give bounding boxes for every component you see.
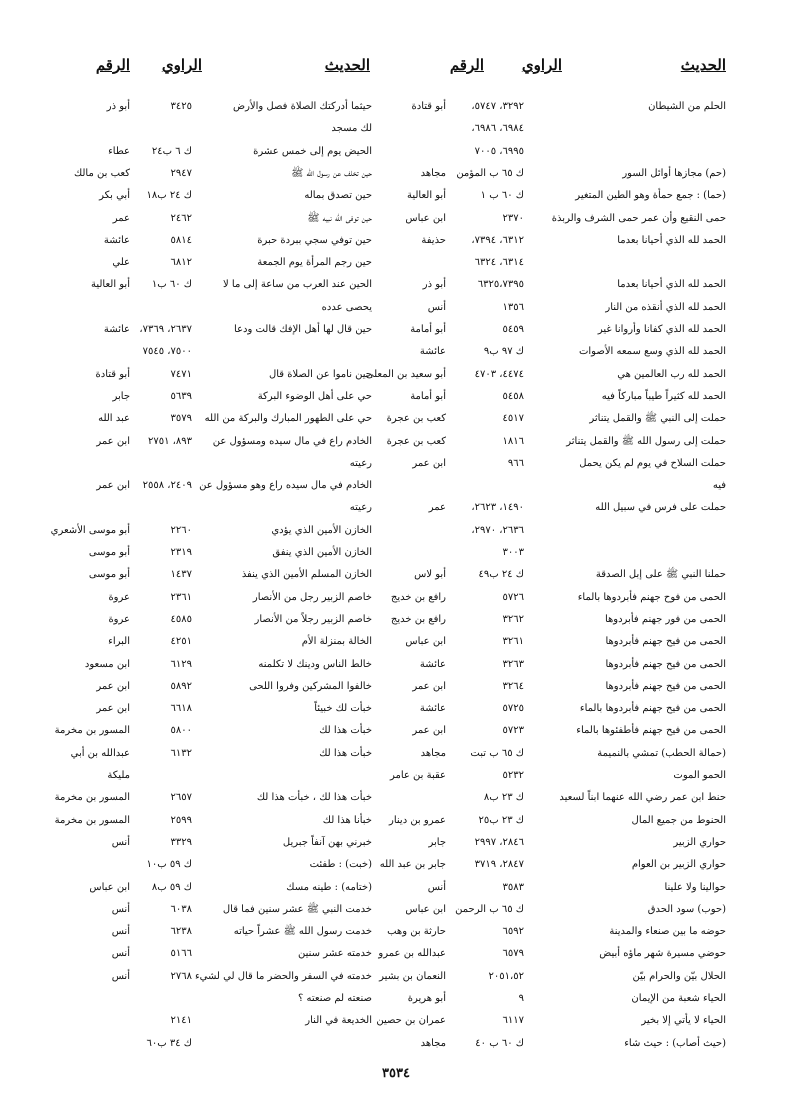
narrator-name: أبو قتادة: [95, 368, 130, 380]
narrator-name: أبو لاس: [414, 569, 446, 581]
reference-number: ٣٥٧٩: [170, 413, 192, 425]
hadith-text: الحمد لله كثيراً طيباً مباركاً فيه: [601, 390, 726, 402]
reference-number: ٧٥٠٠، ٧٥٤٥: [142, 346, 192, 358]
narrator-name: أنس: [111, 903, 130, 915]
hadith-text: خبرني بهن آنفاً جبريل: [282, 836, 372, 848]
narrator-name: أبو سعيد بن المعلى: [365, 368, 446, 380]
index-entry-left: [0, 591, 792, 613]
reference-number: ٤٥٨٥: [170, 613, 192, 625]
index-entry-left: [0, 992, 792, 1014]
reference-number: ٣٤٢٥: [170, 101, 192, 112]
narrator-name: مجاهد: [420, 167, 446, 179]
reference-number: ك ٦٠ ب ١: [480, 190, 524, 202]
reference-number: ٢١٤١: [170, 1015, 192, 1027]
narrator-name: عمرو بن دينار: [389, 814, 446, 826]
reference-number: ٥٤٥٩: [502, 324, 524, 335]
narrator-name: جابر: [112, 390, 130, 402]
reference-number: ٢٨٤٧، ٣٧١٩: [474, 859, 524, 871]
hadith-text: فيه: [712, 480, 726, 492]
hadith-text: خالط الناس ودينك لا تكلمنه: [258, 658, 372, 670]
hadith-text: الخادم في مال سيده راع وهو مسؤول عن: [199, 480, 372, 492]
index-entry-left: [0, 836, 792, 858]
narrator-name: حذيفة: [421, 234, 446, 246]
index-entry-left: [0, 881, 792, 903]
narrator-name: المسور بن مخرمة: [54, 725, 130, 737]
reference-number: ٣٢٦٢: [502, 613, 524, 625]
reference-number: ٢٤٦٢: [170, 212, 192, 224]
reference-number: ٦٥٧٩: [502, 948, 524, 960]
reference-number: ٥٧٢٦: [502, 591, 524, 603]
narrator-name: عروة: [108, 613, 130, 625]
hadith-text: حنط ابن عمر رضي الله عنهما ابناً لسعيد: [559, 792, 726, 804]
hadith-text: حملت إلى رسول الله ﷺ والقمل يتناثر: [566, 435, 726, 447]
hadith-text: (حمالة الحطب) تمشي بالنميمة: [597, 747, 726, 759]
index-entry-left: [0, 724, 792, 746]
index-entry-left: [0, 145, 792, 167]
reference-number: ٢٣١٩: [170, 547, 192, 558]
hadith-text: حوضه ما بين صنعاء والمدينة: [609, 926, 726, 938]
reference-number: ك ٥٩ ب٨: [151, 881, 192, 893]
hadith-text: خاصم الزبير رجلاً من الأنصار: [254, 613, 372, 625]
reference-number: ٣٢٦١: [502, 636, 524, 648]
narrator-name: عبد الله: [98, 413, 130, 425]
reference-number: ٢٠٥١،٥٢: [488, 970, 524, 982]
hadith-text: (حم) مجازها أوائل السور: [622, 167, 726, 179]
narrator-name: البراء: [108, 636, 130, 648]
narrator-name: أنس: [427, 881, 446, 893]
narrator-name: كعب بن عجرة: [386, 435, 446, 447]
index-entry-left: [0, 524, 792, 546]
index-entry-left: [0, 212, 792, 234]
reference-number: ٦٩٩٥، ٧٠٠٥: [474, 145, 524, 157]
hadith-text: الخادم راع في مال سيده ومسؤول عن: [212, 435, 372, 447]
reference-number: ك ٢٤ ب٤٩: [478, 569, 524, 581]
index-entry-left: [0, 278, 792, 300]
hadith-text: الحنوط من جميع المال: [631, 814, 726, 826]
header-narrator-right: الراوي: [521, 56, 562, 74]
narrator-name: رافع بن خديج: [390, 613, 446, 625]
narrator-name: أنس: [111, 970, 130, 982]
index-entry-left: [0, 189, 792, 211]
narrator-name: علي: [112, 257, 130, 269]
hadith-text: حملنا النبي ﷺ على إبل الصدقة: [595, 569, 726, 581]
reference-number: ٦٦١٨: [170, 703, 192, 715]
hadith-text: الحمد لله الذي أحيانا بعدما: [617, 234, 726, 246]
reference-number: ٦٠٣٨: [170, 903, 192, 915]
reference-number: ٢٤٠٩، ٢٥٥٨: [142, 480, 192, 492]
narrator-name: أبو موسى: [88, 547, 130, 558]
hadith-text: الحمى من فيح جهنم فأبردوها بالماء: [579, 703, 726, 715]
reference-number: ٧٤٧١: [170, 368, 192, 380]
hadith-text: الخديعة في النار: [305, 1015, 372, 1027]
reference-number: ك ٦٥ ب تبت: [470, 747, 524, 759]
narrator-name: عائشة: [419, 658, 446, 670]
hadith-text: خبأت هذا لك: [319, 725, 372, 737]
reference-number: ٤٥١٧: [502, 413, 524, 425]
narrator-name: المسور بن مخرمة: [54, 792, 130, 804]
reference-number: ١٣٥٦: [502, 301, 524, 313]
hadith-text: الخازن الأمين الذي ينفق: [272, 547, 372, 558]
reference-number: ك ٦٥ ب الرحمن: [455, 903, 524, 915]
reference-number: ك ٢٣ ب٨: [483, 792, 524, 804]
hadith-text: الخازن المسلم الأمين الذي ينفذ: [241, 569, 372, 581]
hadith-text: الحمى من فور جهنم فأبردوها: [604, 613, 726, 625]
reference-number: ك ٥٩ ب١٠: [146, 859, 192, 871]
reference-number: ١٤٩٠، ٢٦٢٣،: [471, 502, 524, 514]
reference-number: ٢٦٥٧: [170, 792, 192, 804]
hadith-text: الحمى من فيح جهنم فأطفئوها بالماء: [576, 725, 726, 737]
reference-number: ٥٧٢٣: [502, 725, 524, 737]
index-entry-left: [0, 100, 792, 122]
narrator-name: أبي بكر: [99, 190, 130, 202]
reference-number: ٥٧٢٥: [502, 703, 524, 715]
reference-number: ٦٩٨٤، ٦٩٨٦،: [471, 123, 524, 135]
narrator-name: عائشة: [419, 346, 446, 358]
narrator-name: أنس: [111, 948, 130, 960]
header-number-right: الرقم: [449, 56, 484, 74]
narrator-name: أبو ذر: [106, 101, 130, 112]
index-entry-left: [0, 323, 792, 345]
hadith-text: صنعته لم صنعته ؟: [298, 993, 372, 1004]
narrator-name: رافع بن خديج: [390, 591, 446, 603]
index-entry-left: [0, 435, 792, 457]
hadith-text: حواري الزبير: [673, 836, 726, 848]
hadith-text: (حوب) سود الحدق: [647, 903, 726, 915]
reference-number: ٦٥٩٢: [502, 926, 524, 938]
hadith-text: الحين عند العرب من ساعة إلى ما لا: [223, 279, 372, 291]
narrator-name: ابن عمر: [96, 703, 130, 715]
reference-number: ٢٧٦٨: [170, 970, 192, 982]
reference-number: ٥٤٥٨: [502, 390, 524, 402]
hadith-text: (خبت) : طفئت: [309, 859, 372, 871]
index-entry-left: [0, 345, 792, 367]
narrator-name: أبو أمامة: [410, 390, 446, 402]
hadith-text: حوالينا ولا علينا: [664, 881, 726, 893]
narrator-name: كعب بن عجرة: [386, 413, 446, 425]
hadith-text: حمى النقيع وأن عمر حمى الشرف والربذة: [551, 212, 726, 224]
index-entry-left: [0, 814, 792, 836]
index-entry-left: [0, 635, 792, 657]
hadith-text: رعيته: [349, 502, 372, 514]
index-entry-left: [0, 1037, 792, 1059]
reference-number: ١٤٣٧: [170, 569, 192, 581]
narrator-name: ابن عباس: [405, 212, 446, 224]
reference-number: ٢٥٩٩: [170, 814, 192, 826]
hadith-text: الحلال بيّن والحرام بيّن: [632, 970, 726, 982]
narrator-name: أنس: [111, 836, 130, 848]
hadith-text: حملت السلاح في يوم لم يكن يحمل: [579, 457, 726, 469]
reference-number: ٢٩٤٧: [170, 167, 192, 179]
narrator-name: أبو هريرة: [407, 993, 446, 1004]
narrator-name: عقبة بن عامر: [389, 770, 446, 781]
reference-number: ٥٦٣٩: [170, 390, 192, 402]
hadith-text: خدمته في السفر والحضر ما قال لي لشيء: [194, 970, 372, 982]
hadith-text: خالفوا المشركين وفروا اللحى: [249, 680, 372, 692]
hadith-text: خبأنا هذا لك: [322, 814, 372, 826]
reference-number: ٣٣٢٩: [170, 836, 192, 848]
index-entry-left: [0, 479, 792, 501]
reference-number: ٦١٢٩: [170, 658, 192, 670]
index-entry-left: [0, 256, 792, 278]
narrator-name: حارثة بن وهب: [387, 926, 446, 938]
hadith-text: خبأت هذا لك: [319, 747, 372, 759]
hadith-text: الحمد لله الذي أنقذه من النار: [605, 301, 726, 313]
hadith-text: الحمد لله الذي كفانا وأروانا غير: [597, 324, 726, 335]
header-hadith-right: الحديث: [680, 56, 726, 74]
index-entry-left: [0, 167, 792, 189]
narrator-name: أبو أمامة: [410, 324, 446, 335]
hadith-text: حين تصدق بماله: [304, 190, 372, 202]
reference-number: ٢٦٣٧، ٧٣٦٩،: [139, 324, 192, 335]
reference-number: ك ٦ ب٢٤: [151, 145, 192, 157]
hadith-text: خدمت رسول الله ﷺ عشراً حياته: [233, 926, 372, 938]
reference-number: ٥٢٣٢: [502, 770, 524, 781]
hadith-text: حوضي مسيرة شهر ماؤه أبيض: [599, 948, 726, 960]
hadith-text: خبأت لك خبيئاً: [314, 703, 372, 715]
index-entry-left: [0, 501, 792, 523]
reference-number: ٦١٣٢: [170, 747, 192, 759]
index-entry-left: [0, 412, 792, 434]
narrator-name: ابن عمر: [96, 680, 130, 692]
index-entry-left: [0, 122, 792, 144]
index-entry-left: [0, 747, 792, 769]
narrator-name: عطاء: [108, 145, 130, 157]
index-entry-left: [0, 390, 792, 412]
reference-number: ٥١٦٦: [170, 948, 192, 960]
hadith-text: حيثما أدركتك الصلاة فصل والأرض: [233, 101, 372, 112]
narrator-name: عبدالله بن عمرو: [378, 948, 446, 960]
reference-number: ٢٣٦١: [170, 591, 192, 603]
narrator-name: ابن عمر: [412, 725, 446, 737]
hadith-text: يحصى عدده: [321, 301, 372, 313]
narrator-name: جابر بن عبد الله: [379, 859, 446, 871]
reference-number: ٢٨٤٦، ٢٩٩٧: [474, 836, 524, 848]
reference-number: ٥٨٩٢: [170, 680, 192, 692]
reference-number: ك ٩٧ ب٩: [483, 346, 524, 358]
reference-number: ك ٣٤ ب٦٠: [146, 1037, 192, 1049]
index-entry-left: [0, 947, 792, 969]
hadith-text: الحمد لله رب العالمين هي: [617, 368, 726, 380]
hadith-text: حواري الزبير بن العوام: [631, 859, 726, 871]
hadith-text: الخالة بمنزلة الأم: [301, 636, 372, 648]
narrator-name: أبو قتادة: [411, 101, 446, 112]
reference-number: ك ٢٤ ب١٨: [146, 190, 192, 202]
header-hadith-left: الحديث: [324, 56, 370, 74]
reference-number: ٢٦٣٦، ٢٩٧٠،: [471, 524, 524, 536]
reference-number: ٣٢٦٤: [502, 680, 524, 692]
index-entry-left: [0, 546, 792, 568]
narrator-name: ابن عباس: [405, 636, 446, 648]
narrator-name: عبدالله بن أبي: [70, 747, 130, 759]
hadith-text: رعيته: [349, 457, 372, 469]
hadith-text: (ختامه) : طينه مسك: [286, 881, 372, 893]
narrator-name: كعب بن مالك: [73, 167, 130, 179]
index-entry-left: [0, 680, 792, 702]
reference-number: ٦٨١٢: [170, 257, 192, 269]
hadith-text: حملت على فرس في سبيل الله: [595, 502, 726, 514]
hadith-text: حملت إلى النبي ﷺ والقمل يتناثر: [589, 413, 726, 425]
index-entry-left: [0, 368, 792, 390]
narrator-name: مجاهد: [420, 1037, 446, 1049]
hadith-text: حين قال لها أهل الإفك قالت ودعا: [234, 324, 372, 335]
hadith-text: الحمى من فيح جهنم فأبردوها: [605, 680, 726, 692]
hadith-text: خاصم الزبير رجل من الأنصار: [252, 591, 372, 603]
narrator-name: ابن عمر: [412, 457, 446, 469]
reference-number: ١٨١٦: [502, 435, 524, 447]
reference-number: ٦٣١٢، ٧٣٩٤،: [471, 234, 524, 246]
narrator-name: أبو موسى: [88, 569, 130, 581]
index-entry-left: [0, 234, 792, 256]
reference-number: ٦٣٢٥،٧٣٩٥: [477, 279, 524, 291]
narrator-name: عائشة: [103, 234, 130, 246]
index-entry-left: [0, 568, 792, 590]
hadith-text: الخازن الأمين الذي يؤدي: [271, 524, 372, 536]
reference-number: ك ٢٣ ب٢٥: [478, 814, 524, 826]
hadith-text: خدمت النبي ﷺ عشر سنين فما قال: [222, 903, 372, 915]
narrator-name: عروة: [108, 591, 130, 603]
narrator-name: مجاهد: [420, 747, 446, 759]
index-entry-left: [0, 791, 792, 813]
hadith-text: الحلم من الشيطان: [648, 101, 726, 112]
narrator-name: أنس: [427, 301, 446, 313]
hadith-text: حي على الطهور المبارك والبركة من الله: [204, 413, 372, 425]
reference-number: ٢٣٧٠: [502, 212, 524, 224]
narrator-name: ابن عمر: [96, 480, 130, 492]
index-entry-left: [0, 658, 792, 680]
page-number: ٣٥٣٤: [382, 1066, 410, 1081]
reference-number: ك ٦٠ ب ٤٠: [475, 1037, 524, 1049]
hadith-text: الحمو الموت: [673, 770, 726, 781]
hadith-text: خدمته عشر سنين: [298, 948, 372, 960]
index-entry-left: [0, 702, 792, 724]
reference-number: ٨٩٣، ٢٧٥١: [147, 435, 192, 447]
narrator-name: أبو ذر: [422, 279, 446, 291]
hadith-text: حين ناموا عن الصلاة قال: [268, 368, 372, 380]
narrator-name: جابر: [428, 836, 446, 848]
index-entry-left: [0, 301, 792, 323]
header-number-left: الرقم: [95, 56, 130, 74]
narrator-name: عمر: [112, 212, 130, 224]
reference-number: ٩٦٦: [507, 457, 524, 469]
index-entry-left: [0, 457, 792, 479]
hadith-text: الحمد لله الذي وسع سمعه الأصوات: [578, 346, 726, 358]
hadith-text: الحمى من فيح جهنم فأبردوها: [605, 636, 726, 648]
hadith-text: حين رجم المرأة يوم الجمعة: [257, 257, 372, 269]
reference-number: ٣٥٨٣: [502, 881, 524, 893]
reference-number: ٤٢٥١: [170, 636, 192, 648]
reference-number: ٦١١٧: [502, 1015, 524, 1027]
hadith-text: الحيض يوم إلى خمس عشرة: [253, 145, 372, 157]
hadith-text: الحياء لا يأتي إلا بخير: [641, 1015, 726, 1027]
narrator-name: أبو العالية: [406, 190, 446, 202]
reference-number: ٤٤٧٤، ٤٧٠٣: [474, 368, 524, 380]
reference-number: ٣٠٠٣: [502, 547, 524, 558]
reference-number: ٥٨٠٠: [170, 725, 192, 737]
narrator-name: ابن عمر: [412, 680, 446, 692]
narrator-name: ابن عباس: [405, 903, 446, 915]
reference-number: ك ٦٠ ب١: [151, 279, 192, 291]
narrator-name: عائشة: [419, 703, 446, 715]
hadith-text: (حما) : جمع حمأة وهو الطين المتغير: [575, 190, 726, 202]
hadith-text: الحمى من فيح جهنم فأبردوها: [605, 658, 726, 670]
narrator-name: أنس: [111, 926, 130, 938]
index-entry-left: [0, 970, 792, 992]
index-entry-left: [0, 769, 792, 791]
hadith-text: الحمى من فوح جهنم فأبردوها بالماء: [577, 591, 726, 603]
narrator-name: أبو موسى الأشعري: [50, 524, 130, 536]
header-narrator-left: الراوي: [161, 56, 202, 74]
hadith-text: حين توفى الله نبيه ﷺ: [307, 212, 372, 224]
reference-number: ٢٢٦٠: [170, 524, 192, 536]
hadith-text: (حيث أصاب) : حيث شاء: [624, 1037, 726, 1049]
hadith-text: الحمد لله الذي أحيانا بعدما: [617, 279, 726, 291]
narrator-name: ابن مسعود: [84, 658, 130, 670]
index-entry-left: [0, 1014, 792, 1036]
hadith-text: الحياء شعبة من الإيمان: [631, 993, 726, 1004]
hadith-text: حي على أهل الوضوء البركة: [257, 390, 372, 402]
narrator-name: أبو العالية: [90, 279, 130, 291]
reference-number: ٦٣١٤، ٦٣٢٤: [474, 257, 524, 269]
hadith-text: خبأت هذا لك ، خبأت هذا لك: [256, 792, 372, 804]
reference-number: ٩: [518, 993, 524, 1004]
narrator-name: مليكة: [107, 770, 130, 781]
narrator-name: عائشة: [103, 324, 130, 335]
index-entry-left: [0, 858, 792, 880]
narrator-name: عمران بن حصين: [376, 1015, 446, 1027]
index-entry-left: [0, 903, 792, 925]
reference-number: ٣٢٩٢، ٥٧٤٧،: [471, 101, 524, 112]
narrator-name: عمر: [428, 502, 446, 514]
reference-number: ٦٢٣٨: [170, 926, 192, 938]
reference-number: ٥٨١٤: [170, 234, 192, 246]
index-entry-left: [0, 613, 792, 635]
narrator-name: ابن عمر: [96, 435, 130, 447]
reference-number: ٣٢٦٣: [502, 658, 524, 670]
hadith-text: حين توفي سجي ببردة حبرة: [257, 234, 372, 246]
narrator-name: ابن عباس: [89, 881, 130, 893]
narrator-name: المسور بن مخرمة: [54, 814, 130, 826]
reference-number: ك ٦٥ ب المؤمن: [456, 167, 524, 179]
narrator-name: النعمان بن بشير: [379, 970, 446, 982]
hadith-text: حين تخلف عن رسول الله ﷺ: [291, 167, 372, 179]
index-entry-left: [0, 925, 792, 947]
hadith-text: لك مسجد: [331, 123, 372, 135]
